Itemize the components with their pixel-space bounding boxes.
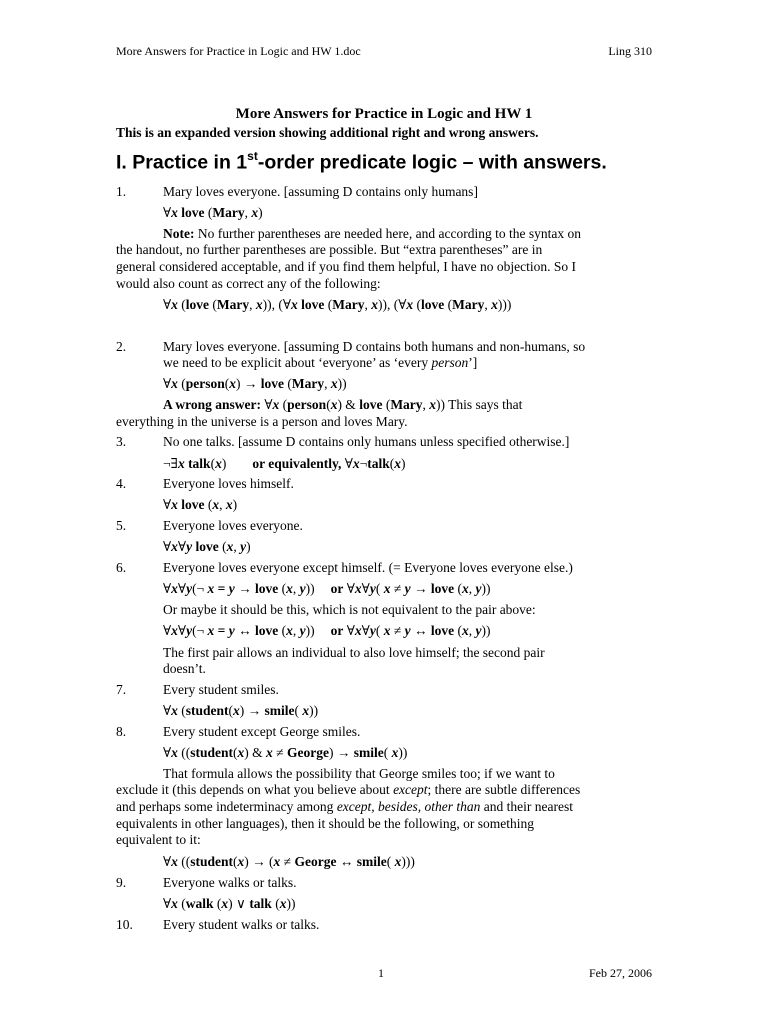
item-number: 6. xyxy=(116,560,127,575)
item-note: equivalent to it: xyxy=(116,832,201,847)
item-number: 2. xyxy=(116,339,127,354)
page-title: More Answers for Practice in Logic and HW 1 xyxy=(235,106,533,122)
item-text: Everyone loves everyone except himself. (= Everyone loves everyone else.) xyxy=(163,560,573,575)
item-text: we need to be explicit about ‘everyone’ as ‘every person’] xyxy=(163,355,478,370)
item-text: Mary loves everyone. [assuming D contains only humans] xyxy=(163,184,478,199)
section-heading: I. Practice in 1st-order predicate logic – with answers. xyxy=(116,149,607,174)
page-subtitle: This is an expanded version showing additional right and wrong answers. xyxy=(116,125,539,140)
item-text: Everyone loves everyone. xyxy=(163,518,303,533)
item-note: The first pair allows an individual to also love himself; the second pair xyxy=(163,645,545,660)
item-number: 3. xyxy=(116,434,127,449)
item-number: 9. xyxy=(116,875,127,890)
item-note: doesn’t. xyxy=(163,661,206,676)
item-number: 5. xyxy=(116,518,127,533)
note-line: Note: No further parentheses are needed here, and according to the syntax on xyxy=(163,226,581,241)
formula: ∀x love (Mary, x) xyxy=(163,205,263,220)
formula: ¬∃x talk(x) or equivalently, ∀x¬talk(x) xyxy=(163,456,406,471)
formula: ∀x∀y love (x, y) xyxy=(163,539,251,554)
note-line: the handout, no further parentheses are possible. But “extra parentheses” are in xyxy=(116,242,543,257)
item-note: Or maybe it should be this, which is not equivalent to the pair above: xyxy=(163,602,536,617)
item-text: Everyone loves himself. xyxy=(163,476,294,491)
item-number: 7. xyxy=(116,682,127,697)
item-text: Every student smiles. xyxy=(163,682,279,697)
formula: ∀x (love (Mary, x)), (∀x love (Mary, x)), (∀x (love (Mary, x))) xyxy=(163,297,512,312)
item-text: Mary loves everyone. [assuming D contains both humans and non-humans, so xyxy=(163,339,586,354)
item-number: 1. xyxy=(116,184,127,199)
formula: ∀x (student(x) → smile( x)) xyxy=(163,703,319,718)
item-number: 10. xyxy=(116,917,133,932)
item-text: Everyone walks or talks. xyxy=(163,875,297,890)
header-filename: More Answers for Practice in Logic and HW 1.doc xyxy=(116,44,361,58)
footer-date: Feb 27, 2006 xyxy=(589,966,652,980)
header-course: Ling 310 xyxy=(608,44,652,58)
item-text: Every student walks or talks. xyxy=(163,917,320,932)
formula: ∀x ((student(x) → (x ≠ George ↔ smile( x))) xyxy=(163,854,415,869)
item-note: That formula allows the possibility that George smiles too; if we want to xyxy=(163,766,555,781)
formula: ∀x love (x, x) xyxy=(163,497,238,512)
item-text: Every student except George smiles. xyxy=(163,724,361,739)
item-number: 4. xyxy=(116,476,127,491)
formula: ∀x∀y(¬ x = y → love (x, y)) or ∀x∀y( x ≠ y → love (x, y)) xyxy=(163,581,491,596)
item-note: and perhaps some indeterminacy among except, besides, other than and their nearest xyxy=(116,799,573,814)
item-note: exclude it (this depends on what you believe about except; there are subtle differences xyxy=(116,782,581,797)
formula: ∀x (walk (x) ∨ talk (x)) xyxy=(163,896,296,911)
note-line: general considered acceptable, and if you find them helpful, I have no objection. So I xyxy=(116,259,576,274)
item-text: No one talks. [assume D contains only humans unless specified otherwise.] xyxy=(163,434,570,449)
wrong-explanation: everything in the universe is a person and loves Mary. xyxy=(116,414,408,429)
wrong-answer: A wrong answer: ∀x (person(x) & love (Mary, x)) This says that xyxy=(163,397,523,412)
formula: ∀x∀y(¬ x = y ↔ love (x, y)) or ∀x∀y( x ≠ y ↔ love (x, y)) xyxy=(163,623,491,638)
item-note: equivalents in other languages), then it should be the following, or something xyxy=(116,816,535,831)
item-number: 8. xyxy=(116,724,127,739)
formula: ∀x ((student(x) & x ≠ George) → smile( x)) xyxy=(163,745,408,760)
formula: ∀x (person(x) → love (Mary, x)) xyxy=(163,376,347,391)
page-number: 1 xyxy=(378,966,384,980)
note-line: would also count as correct any of the following: xyxy=(116,276,381,291)
